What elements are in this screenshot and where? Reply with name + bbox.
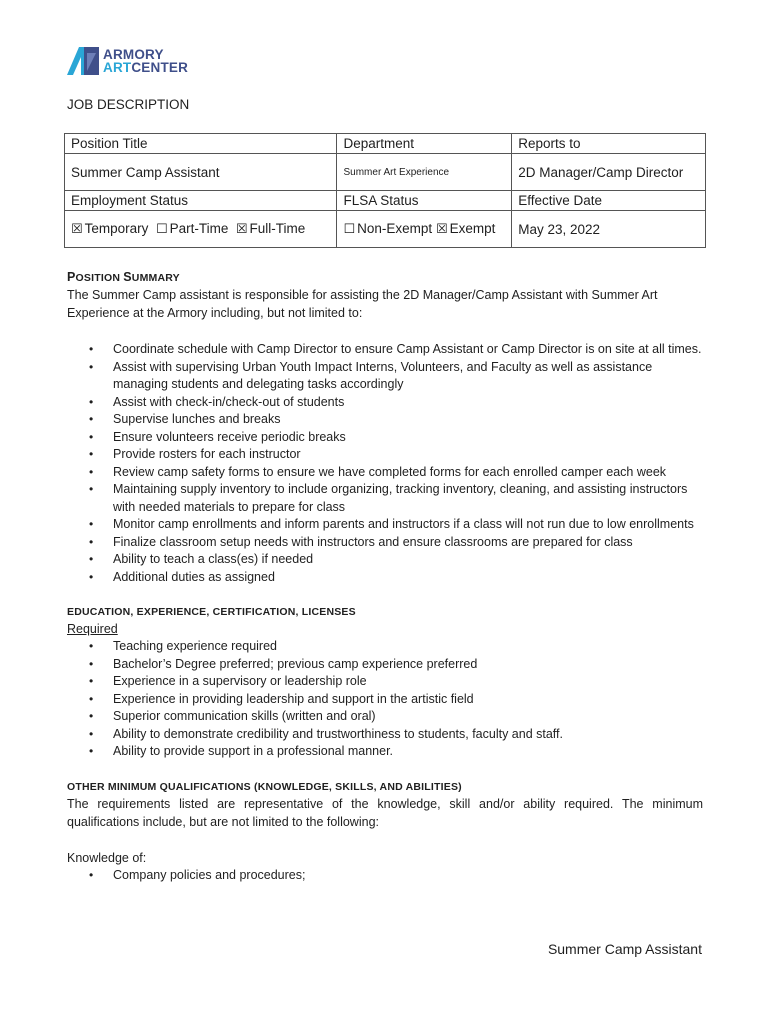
exempt-checkbox[interactable]: ☒ bbox=[435, 222, 448, 237]
summary-list-item: • Maintaining supply inventory to include organizing, tracking inventory, cleaning, and assisting instructors with needed materials to prepare for class bbox=[67, 481, 703, 516]
education-list-item: • Teaching experience required bbox=[67, 638, 703, 656]
employment-status-options bbox=[65, 211, 337, 248]
summary-list-item: • Additional duties as assigned bbox=[67, 569, 703, 587]
document-body bbox=[67, 270, 703, 884]
page-footer: Summer Camp Assistant bbox=[547, 941, 702, 957]
job-info-table bbox=[64, 133, 706, 248]
knowledge-list bbox=[67, 867, 703, 885]
effective-date-label: Effective Date bbox=[512, 191, 706, 211]
summary-list-item: • Monitor camp enrollments and inform parents and instructors if a class will not run due to low enrollments bbox=[67, 516, 703, 534]
other-qualifications-intro: The requirements listed are representative of the knowledge, skill and/or ability required. The minimum qualifications include, but are not limited to the following: bbox=[67, 796, 703, 829]
logo-line-1: ARMORY bbox=[103, 47, 164, 62]
logo-wordmark bbox=[103, 48, 188, 74]
department-value: Summer Art Experience bbox=[337, 154, 512, 191]
education-list-item: • Ability to demonstrate credibility and trustworthiness to students, faculty and staff. bbox=[67, 726, 703, 744]
summary-list-item: • Assist with check-in/check-out of students bbox=[67, 394, 703, 412]
non-exempt-label: Non-Exempt bbox=[357, 221, 433, 236]
full-time-label: Full-Time bbox=[249, 221, 306, 236]
summary-list-item: • Provide rosters for each instructor bbox=[67, 446, 703, 464]
position-summary-heading: POSITION SUMMARY bbox=[67, 270, 180, 284]
summary-list-item: • Ensure volunteers receive periodic breaks bbox=[67, 429, 703, 447]
non-exempt-checkbox[interactable]: ☐ bbox=[343, 222, 356, 237]
summary-list-item: • Coordinate schedule with Camp Director to ensure Camp Assistant or Camp Director is on site at all times. bbox=[67, 341, 703, 359]
logo-line-2-accent: ART bbox=[103, 60, 132, 75]
temporary-checkbox[interactable]: ☒ bbox=[71, 222, 83, 237]
reports-to-label: Reports to bbox=[512, 134, 706, 154]
full-time-checkbox[interactable]: ☒ bbox=[235, 222, 248, 237]
summary-list-item: • Review camp safety forms to ensure we have completed forms for each enrolled camper each week bbox=[67, 464, 703, 482]
position-summary-list bbox=[67, 341, 703, 586]
education-list-item: • Experience in a supervisory or leadership role bbox=[67, 673, 703, 691]
part-time-checkbox[interactable]: ☐ bbox=[155, 222, 168, 237]
logo-mark-icon bbox=[67, 45, 99, 77]
knowledge-list-item: • Company policies and procedures; bbox=[67, 867, 703, 885]
temporary-label: Temporary bbox=[84, 221, 149, 236]
employment-status-label: Employment Status bbox=[65, 191, 337, 211]
exempt-label: Exempt bbox=[449, 221, 496, 236]
education-list-item: • Ability to provide support in a professional manner. bbox=[67, 743, 703, 761]
education-list-item: • Bachelor’s Degree preferred; previous camp experience preferred bbox=[67, 656, 703, 674]
summary-list-item: • Assist with supervising Urban Youth Impact Interns, Volunteers, and Faculty as well as assistance managing students and delegating tasks accordingly bbox=[67, 359, 703, 394]
position-title-value: Summer Camp Assistant bbox=[65, 154, 337, 191]
logo-line-2-rest: CENTER bbox=[131, 60, 189, 75]
reports-to-value: 2D Manager/Camp Director bbox=[512, 154, 706, 191]
armory-art-center-logo bbox=[67, 45, 188, 77]
education-list bbox=[67, 638, 703, 761]
summary-list-item: • Supervise lunches and breaks bbox=[67, 411, 703, 429]
summary-list-item: • Finalize classroom setup needs with instructors and ensure classrooms are prepared for class bbox=[67, 534, 703, 552]
document-title: JOB DESCRIPTION bbox=[67, 97, 190, 112]
summary-list-item: • Ability to teach a class(es) if needed bbox=[67, 551, 703, 569]
logo-line-2 bbox=[103, 61, 188, 74]
position-summary-intro: The Summer Camp assistant is responsible for assisting the 2D Manager/Camp Assistant with Summer Art Experience at the Armory including, but not limited to: bbox=[67, 288, 658, 320]
education-list-item: • Experience in providing leadership and support in the artistic field bbox=[67, 691, 703, 709]
flsa-status-options bbox=[337, 211, 512, 248]
other-qualifications-heading: OTHER MINIMUM QUALIFICATIONS (KNOWLEDGE, SKILLS, AND ABILITIES) bbox=[67, 780, 462, 793]
education-heading: EDUCATION, EXPERIENCE, CERTIFICATION, LICENSES bbox=[67, 606, 356, 618]
education-list-item: • Superior communication skills (written and oral) bbox=[67, 708, 703, 726]
flsa-status-label: FLSA Status bbox=[337, 191, 512, 211]
required-label: Required bbox=[67, 622, 118, 636]
knowledge-label: Knowledge of: bbox=[67, 850, 147, 865]
position-title-label: Position Title bbox=[65, 134, 337, 154]
department-label: Department bbox=[337, 134, 512, 154]
part-time-label: Part-Time bbox=[169, 221, 229, 236]
effective-date-value: May 23, 2022 bbox=[512, 211, 706, 248]
